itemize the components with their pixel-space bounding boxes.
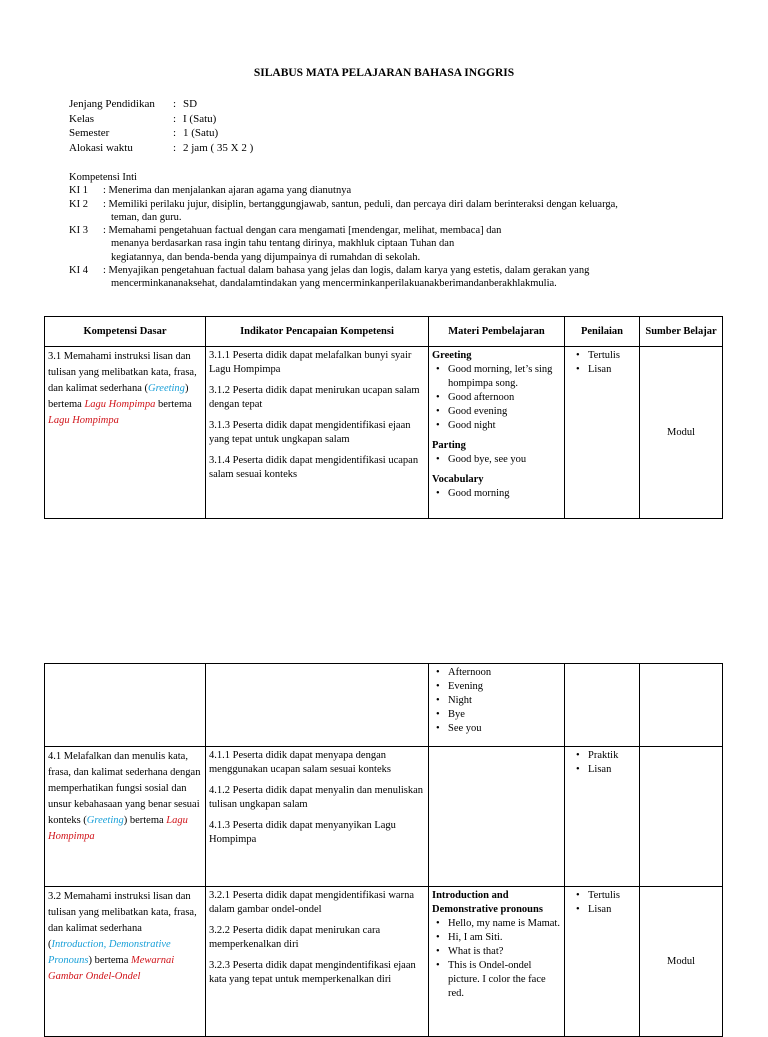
materi-list <box>432 453 561 467</box>
info-value: I (Satu) <box>183 112 217 125</box>
sumber-cell <box>640 664 723 747</box>
kd-cell <box>45 347 206 519</box>
silabus-table-page-1 <box>44 316 723 519</box>
ki-number: KI 2 <box>69 198 88 210</box>
list-item: • What is that? <box>448 945 561 959</box>
materi-list <box>432 917 561 1001</box>
materi-heading: Introduction and Demonstrative pronouns <box>432 890 543 915</box>
kd-text: ) bertema <box>48 383 189 410</box>
ki-text: mencerminkananaksehat, dandalamtindakan yang mencerminkanperilakuanakberimandanberakhlakmulia. <box>111 278 557 290</box>
header-kompetensi-dasar: Kompetensi Dasar <box>45 317 206 347</box>
indikator-item: 3.1.3 Peserta didik dapat mengidentifikasi ejaan yang tepat untuk ungkapan salam <box>209 420 411 445</box>
indikator-item: 3.2.3 Peserta didik dapat mengindentifikasi ejaan kata yang tepat untuk memperkenalkan diri <box>209 960 416 985</box>
list-item: • Good night <box>448 419 561 433</box>
indikator-item: 4.1.2 Peserta didik dapat menyalin dan menuliskan tulisan ungkapan salam <box>209 785 424 810</box>
penilaian-cell <box>565 747 640 887</box>
list-item: • Good morning, let’s sing hompimpa song. <box>448 363 561 391</box>
kd-text: bertema <box>157 399 192 410</box>
info-label: Alokasi waktu <box>69 141 133 154</box>
indikator-cell <box>206 664 429 747</box>
materi-list <box>432 363 561 433</box>
ki-text: teman, dan guru. <box>111 211 182 223</box>
table-row <box>45 347 723 519</box>
info-label: Semester <box>69 127 110 139</box>
list-item: • See you <box>448 722 561 736</box>
ki-text: : Menerima dan menjalankan ajaran agama yang dianutnya <box>103 185 352 197</box>
document-title: SILABUS MATA PELAJARAN BAHASA INGGRIS <box>253 67 515 79</box>
list-item: • Afternoon <box>448 666 561 680</box>
list-item: • Bye <box>448 708 561 722</box>
info-row-semester: Semester : 1 (Satu) <box>69 127 219 139</box>
ki-number: KI 1 <box>69 185 88 197</box>
sumber-cell <box>640 747 723 887</box>
info-row-alokasi: Alokasi waktu : 2 jam ( 35 X 2 ) <box>69 141 254 154</box>
list-item: • Lisan <box>588 763 636 777</box>
table-header-row <box>45 317 723 347</box>
kd-theme: Lagu Hompimpa <box>84 399 156 410</box>
kd-text: 3.2 Memahami instruksi lisan dan tulisan yang melibatkan kata, frasa, dan kalimat sederhana ( <box>48 891 197 950</box>
list-item: • Lisan <box>588 903 636 917</box>
info-label: Kelas <box>69 112 95 125</box>
ki-text: : Memahami pengetahuan factual dengan cara mengamati [mendengar, melihat, membaca] dan <box>103 225 502 237</box>
indikator-cell <box>206 887 429 1037</box>
silabus-table-page-2 <box>44 663 723 1037</box>
info-value: 2 jam ( 35 X 2 ) <box>183 141 254 154</box>
ki-1 <box>69 184 689 197</box>
ki-4 <box>69 264 689 291</box>
kd-cell <box>45 747 206 887</box>
list-item: • Good bye, see you <box>448 453 561 467</box>
sumber-cell: Modul <box>640 347 723 519</box>
info-label: Jenjang Pendidikan <box>69 98 155 110</box>
kd-topic: Introduction, Demonstrative Pronouns <box>48 939 171 966</box>
kd-topic: Greeting <box>86 815 124 826</box>
materi-cell <box>429 347 565 519</box>
indikator-item: 3.2.1 Peserta didik dapat mengidentifikasi warna dalam gambar ondel-ondel <box>209 890 414 915</box>
list-item: • Tertulis <box>588 889 636 903</box>
materi-list <box>432 666 561 736</box>
ki-heading: Kompetensi Inti <box>69 172 137 183</box>
kompetensi-inti <box>69 171 689 291</box>
kd-text: 3.1 Memahami instruksi lisan dan tulisan yang melibatkan kata, frasa, dan kalimat sederhana ( <box>48 351 197 394</box>
materi-heading: Greeting <box>432 350 472 361</box>
info-value: 1 (Satu) <box>183 127 219 139</box>
list-item: • Good afternoon <box>448 391 561 405</box>
materi-heading: Vocabulary <box>432 474 484 485</box>
table-row <box>45 664 723 747</box>
materi-cell <box>429 887 565 1037</box>
kd-topic: Greeting <box>148 383 185 394</box>
table-row <box>45 747 723 887</box>
ki-text: kegiatannya, dan benda-benda yang dijumpainya di rumahdan di sekolah. <box>111 251 421 263</box>
ki-text: menanya berdasarkan rasa ingin tahu tentang dirinya, makhluk ciptaan Tuhan dan <box>111 238 455 250</box>
table-row <box>45 887 723 1037</box>
ki-number: KI 4 <box>69 265 88 277</box>
penilaian-cell <box>565 887 640 1037</box>
indikator-item: 3.1.2 Peserta didik dapat menirukan ucapan salam dengan tepat <box>209 385 420 410</box>
list-item: • Lisan <box>588 363 636 377</box>
kd-cell <box>45 664 206 747</box>
header-sumber-belajar: Sumber Belajar <box>640 317 723 347</box>
kd-text: ) bertema <box>88 955 129 966</box>
penilaian-list <box>568 749 636 777</box>
ki-2 <box>69 198 689 225</box>
kd-theme: Lagu Hompimpa <box>48 415 119 426</box>
indikator-item: 3.1.4 Peserta didik dapat mengidentifikasi ucapan salam sesuai konteks <box>209 455 419 480</box>
indikator-item: 3.1.1 Peserta didik dapat melafalkan bunyi syair Lagu Hompimpa <box>209 350 412 375</box>
penilaian-list <box>568 349 636 377</box>
kd-theme: Lagu Hompimpa <box>48 815 188 842</box>
list-item: • Hi, I am Siti. <box>448 931 561 945</box>
ki-number: KI 3 <box>69 225 88 237</box>
list-item: • Night <box>448 694 561 708</box>
ki-text: : Menyajikan pengetahuan factual dalam bahasa yang jelas dan logis, dalam karya yang estetis, dalam gerakan yang <box>103 265 590 277</box>
header-penilaian: Penilaian <box>565 317 640 347</box>
list-item: • This is Ondel-ondel picture. I color the face red. <box>448 959 561 1001</box>
sumber-cell: Modul <box>640 887 723 1037</box>
list-item: • Hello, my name is Mamat. <box>448 917 561 931</box>
indikator-item: 4.1.1 Peserta didik dapat menyapa dengan menggunakan ucapan salam sesuai konteks <box>209 750 391 775</box>
indikator-cell <box>206 747 429 887</box>
materi-list <box>432 487 561 501</box>
indikator-item: 4.1.3 Peserta didik dapat menyanyikan Lagu Hompimpa <box>209 820 396 845</box>
ki-text: : Memiliki perilaku jujur, disiplin, bertanggungjawab, santun, peduli, dan percaya diri dalam berinteraksi dengan keluarga, <box>103 198 618 210</box>
materi-heading: Parting <box>432 440 466 451</box>
indikator-cell <box>206 347 429 519</box>
header-materi: Materi Pembelajaran <box>429 317 565 347</box>
list-item: • Evening <box>448 680 561 694</box>
list-item: • Good evening <box>448 405 561 419</box>
info-block <box>69 97 253 155</box>
kd-cell <box>45 887 206 1037</box>
list-item: • Good morning <box>448 487 561 501</box>
penilaian-cell <box>565 347 640 519</box>
info-row-kelas: Kelas : I (Satu) <box>69 112 217 125</box>
info-row-jenjang: Jenjang Pendidikan : SD <box>69 98 198 110</box>
list-item: • Tertulis <box>588 349 636 363</box>
ki-3 <box>69 224 689 264</box>
list-item: • Praktik <box>588 749 636 763</box>
indikator-item: 3.2.2 Peserta didik dapat menirukan cara memperkenalkan diri <box>209 925 381 950</box>
materi-cell <box>429 747 565 887</box>
header-indikator: Indikator Pencapaian Kompetensi <box>206 317 429 347</box>
info-value: SD <box>183 98 198 110</box>
materi-cell <box>429 664 565 747</box>
kd-text: ) bertema <box>123 815 164 826</box>
kd-theme: Mewarnai Gambar Ondel-Ondel <box>48 955 175 982</box>
penilaian-list <box>568 889 636 917</box>
penilaian-cell <box>565 664 640 747</box>
kd-text: 4.1 Melafalkan dan menulis kata, frasa, dan kalimat sederhana dengan memperhatikan fungsi sosial dan unsur kebahasaan yang benar sesuai konteks ( <box>48 751 201 826</box>
